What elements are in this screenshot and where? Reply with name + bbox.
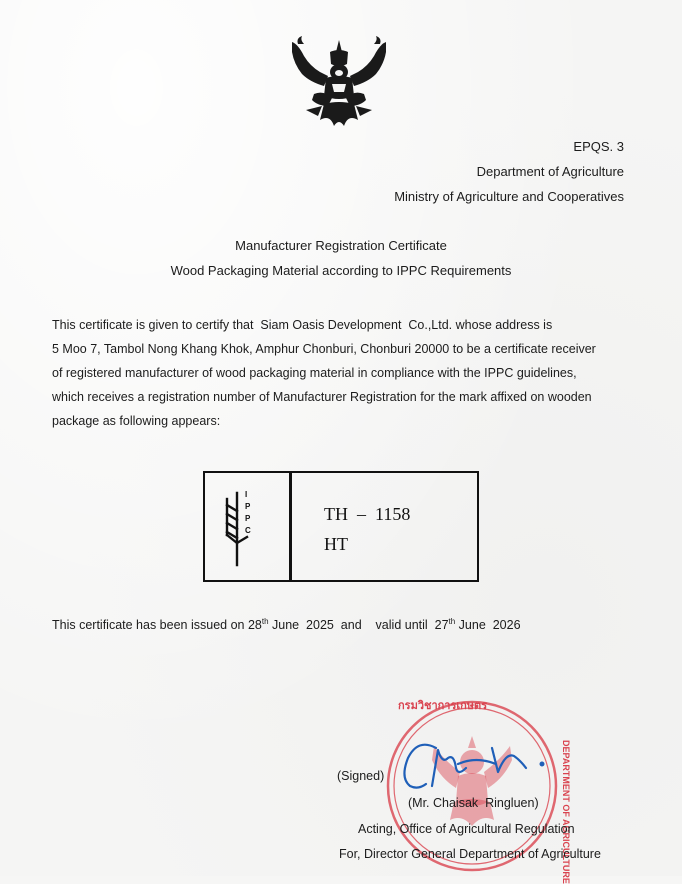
signer-role: Acting, Office of Agricultural Regulation — [358, 822, 575, 836]
issued-day-suffix: th — [261, 617, 269, 626]
ministry-name: Ministry of Agriculture and Cooperatives — [394, 189, 624, 204]
ippc-letter: P — [245, 514, 251, 523]
body-line: which receives a registration number of Manufacturer Registration for the mark affixed on wooden — [52, 390, 592, 404]
body-line: This certificate is given to certify that Siam Oasis Development Co.,Ltd. whose address is — [52, 318, 553, 332]
certificate-subtitle: Wood Packaging Material according to IPPC Requirements — [170, 263, 512, 278]
form-code: EPQS. 3 — [573, 139, 624, 154]
handwritten-signature-icon — [396, 728, 556, 798]
issued-rest: June 2025 and valid until — [268, 618, 435, 632]
valid-day-suffix: th — [448, 617, 456, 626]
ippc-mark-box — [203, 471, 479, 582]
ippc-symbol-cell — [205, 473, 292, 580]
ippc-wheat-icon — [221, 485, 275, 569]
ippc-letter: I — [245, 490, 248, 499]
valid-rest: June 2026 — [455, 618, 521, 632]
body-line: 5 Moo 7, Tambol Nong Khang Khok, Amphur Chonburi, Chonburi 20000 to be a certificate receiver — [52, 342, 596, 356]
department-name: Department of Agriculture — [476, 164, 624, 179]
valid-day: 27 — [434, 618, 449, 632]
ippc-letter: C — [245, 526, 251, 535]
garuda-emblem-icon — [284, 34, 394, 130]
signer-name: (Mr. Chaisak Ringluen) — [408, 796, 539, 810]
ippc-letter: P — [245, 502, 251, 511]
signed-label: (Signed) — [337, 769, 385, 783]
validity-prefix: This certificate has been issued on — [52, 618, 248, 632]
validity-statement — [52, 617, 521, 633]
registration-code: TH – 1158 — [324, 504, 411, 524]
body-line: package as following appears: — [52, 414, 221, 428]
treatment-code: HT — [324, 534, 348, 554]
ippc-code-cell — [292, 473, 477, 580]
certificate-title: Manufacturer Registration Certificate — [235, 238, 447, 253]
issued-day: 28 — [247, 618, 262, 632]
stamp-text-english: DEPARTMENT OF AGRICULTURE — [561, 740, 571, 884]
stamp-text-thai: กรมวิชาการเกษตร — [398, 700, 488, 712]
body-line: of registered manufacturer of wood packaging material in compliance with the IPPC guidelines, — [52, 366, 577, 380]
signer-on-behalf-of: For, Director General Department of Agriculture — [339, 847, 601, 861]
